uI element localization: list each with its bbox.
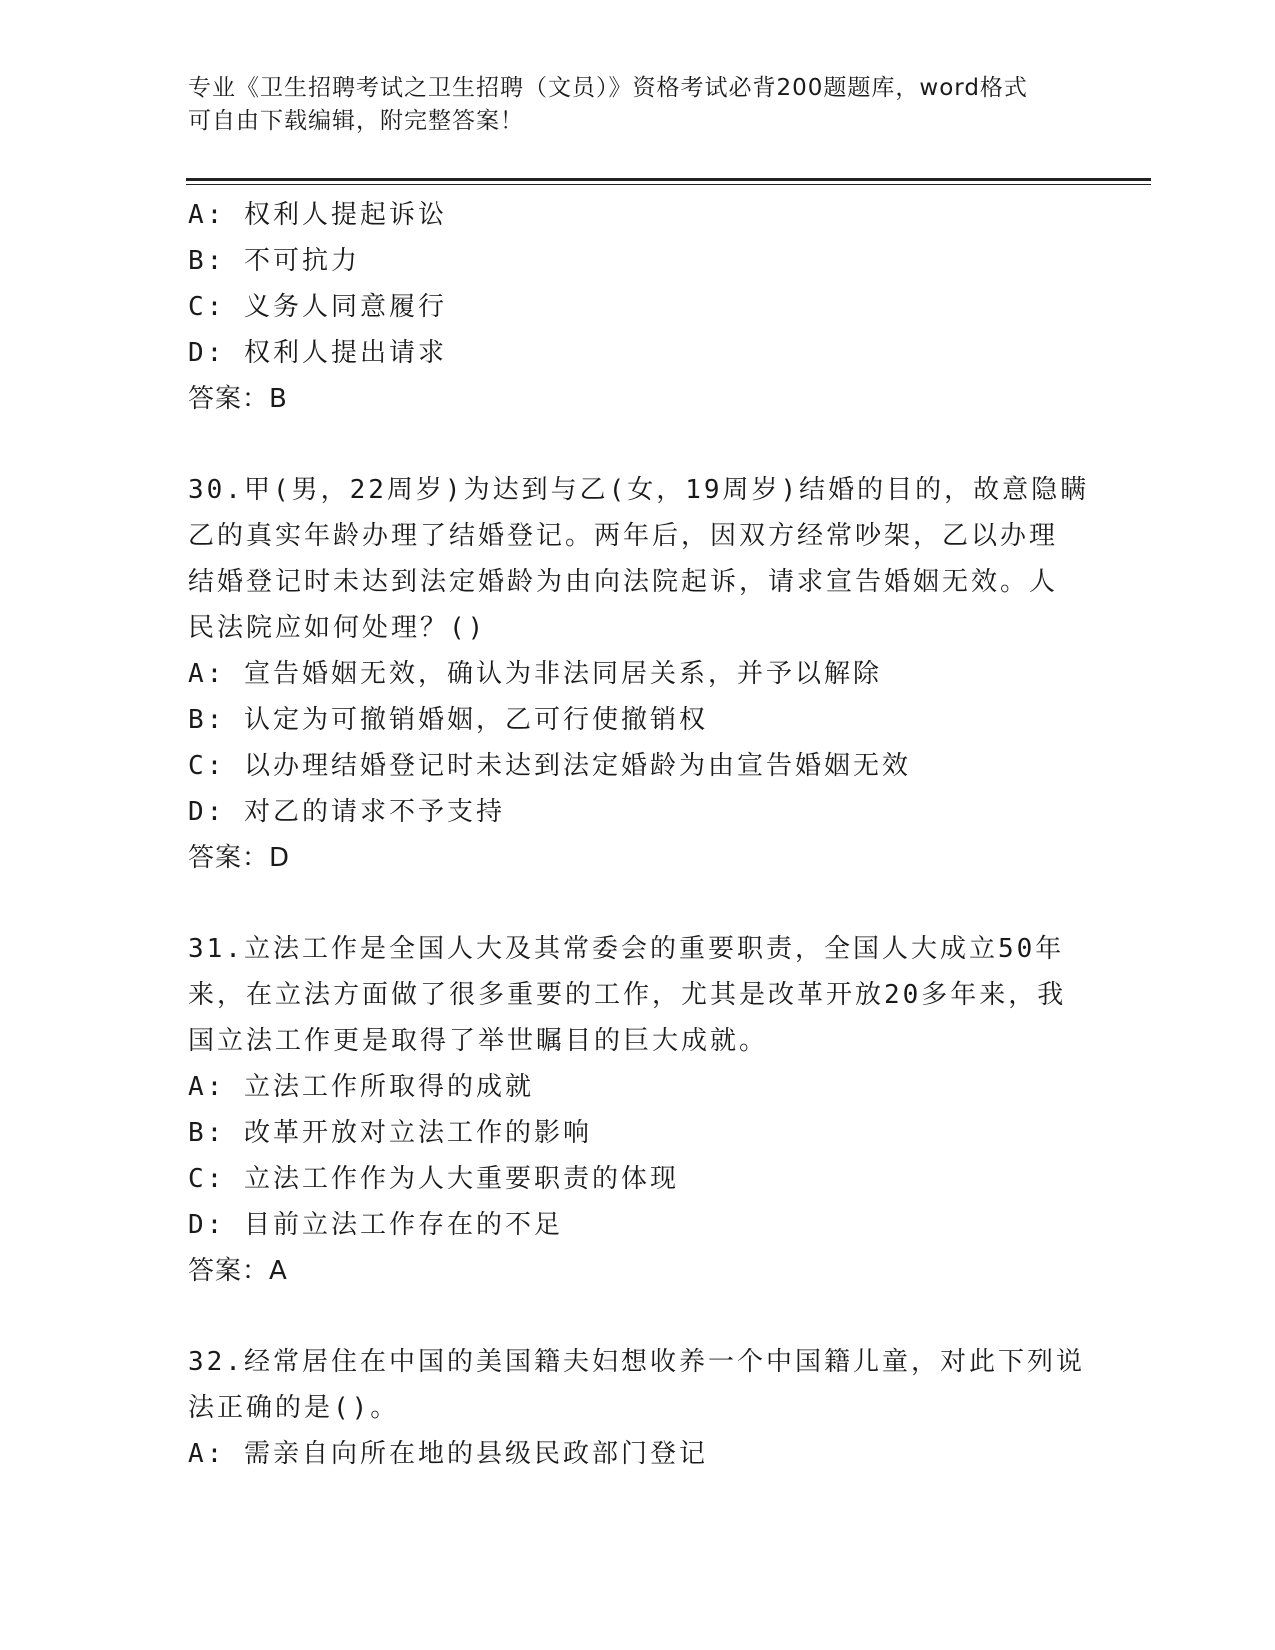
question-stem-line: 来，在立法方面做了很多重要的工作，尤其是改革开放20多年来，我 <box>188 980 1067 1010</box>
question-32 <box>188 1339 1088 1477</box>
question-stem-line: 国立法工作更是取得了举世瞩目的巨大成就。 <box>188 1026 769 1056</box>
question-29 <box>188 192 1088 422</box>
option-c: C: 以办理结婚登记时未达到法定婚龄为由宣告婚姻无效 <box>188 751 911 781</box>
option-d: D: 权利人提出请求 <box>188 338 447 368</box>
question-stem-line: 民法院应如何处理？() <box>188 613 487 643</box>
option-d: D: 对乙的请求不予支持 <box>188 797 505 827</box>
header-line-1: 专业《卫生招聘考试之卫生招聘（文员）》资格考试必背200题题库，word格式 <box>188 75 1028 101</box>
document-body <box>188 192 1088 1477</box>
question-stem-line: 31.立法工作是全国人大及其常委会的重要职责，全国人大成立50年 <box>188 934 1065 964</box>
option-a: A: 立法工作所取得的成就 <box>188 1072 534 1102</box>
option-a: A: 宣告婚姻无效，确认为非法同居关系，并予以解除 <box>188 659 882 689</box>
header-line-2: 可自由下载编辑，附完整答案！ <box>188 108 524 134</box>
question-stem-line: 乙的真实年龄办理了结婚登记。两年后，因双方经常吵架，乙以办理 <box>188 521 1059 551</box>
document-header <box>188 72 1088 138</box>
option-c: C: 义务人同意履行 <box>188 292 447 322</box>
question-31 <box>188 926 1088 1294</box>
option-d: D: 目前立法工作存在的不足 <box>188 1210 563 1240</box>
option-a: A: 需亲自向所在地的县级民政部门登记 <box>188 1439 708 1469</box>
question-stem-line: 32.经常居住在中国的美国籍夫妇想收养一个中国籍儿童，对此下列说 <box>188 1347 1085 1377</box>
header-rule-thick <box>186 178 1151 181</box>
option-b: B: 不可抗力 <box>188 246 360 276</box>
option-b: B: 改革开放对立法工作的影响 <box>188 1118 592 1148</box>
answer-line: 答案：B <box>188 384 288 414</box>
option-b: B: 认定为可撤销婚姻，乙可行使撤销权 <box>188 705 708 735</box>
option-a: A: 权利人提起诉讼 <box>188 200 447 230</box>
question-stem-line: 结婚登记时未达到法定婚龄为由向法院起诉，请求宣告婚姻无效。人 <box>188 567 1059 597</box>
answer-line: 答案：D <box>188 843 291 873</box>
question-30 <box>188 467 1088 881</box>
answer-line: 答案：A <box>188 1256 288 1286</box>
header-rule-thin <box>186 184 1151 185</box>
option-c: C: 立法工作作为人大重要职责的体现 <box>188 1164 679 1194</box>
question-stem-line: 法正确的是()。 <box>188 1393 400 1423</box>
question-stem-line: 30.甲(男，22周岁)为达到与乙(女，19周岁)结婚的目的，故意隐瞒 <box>188 475 1090 505</box>
